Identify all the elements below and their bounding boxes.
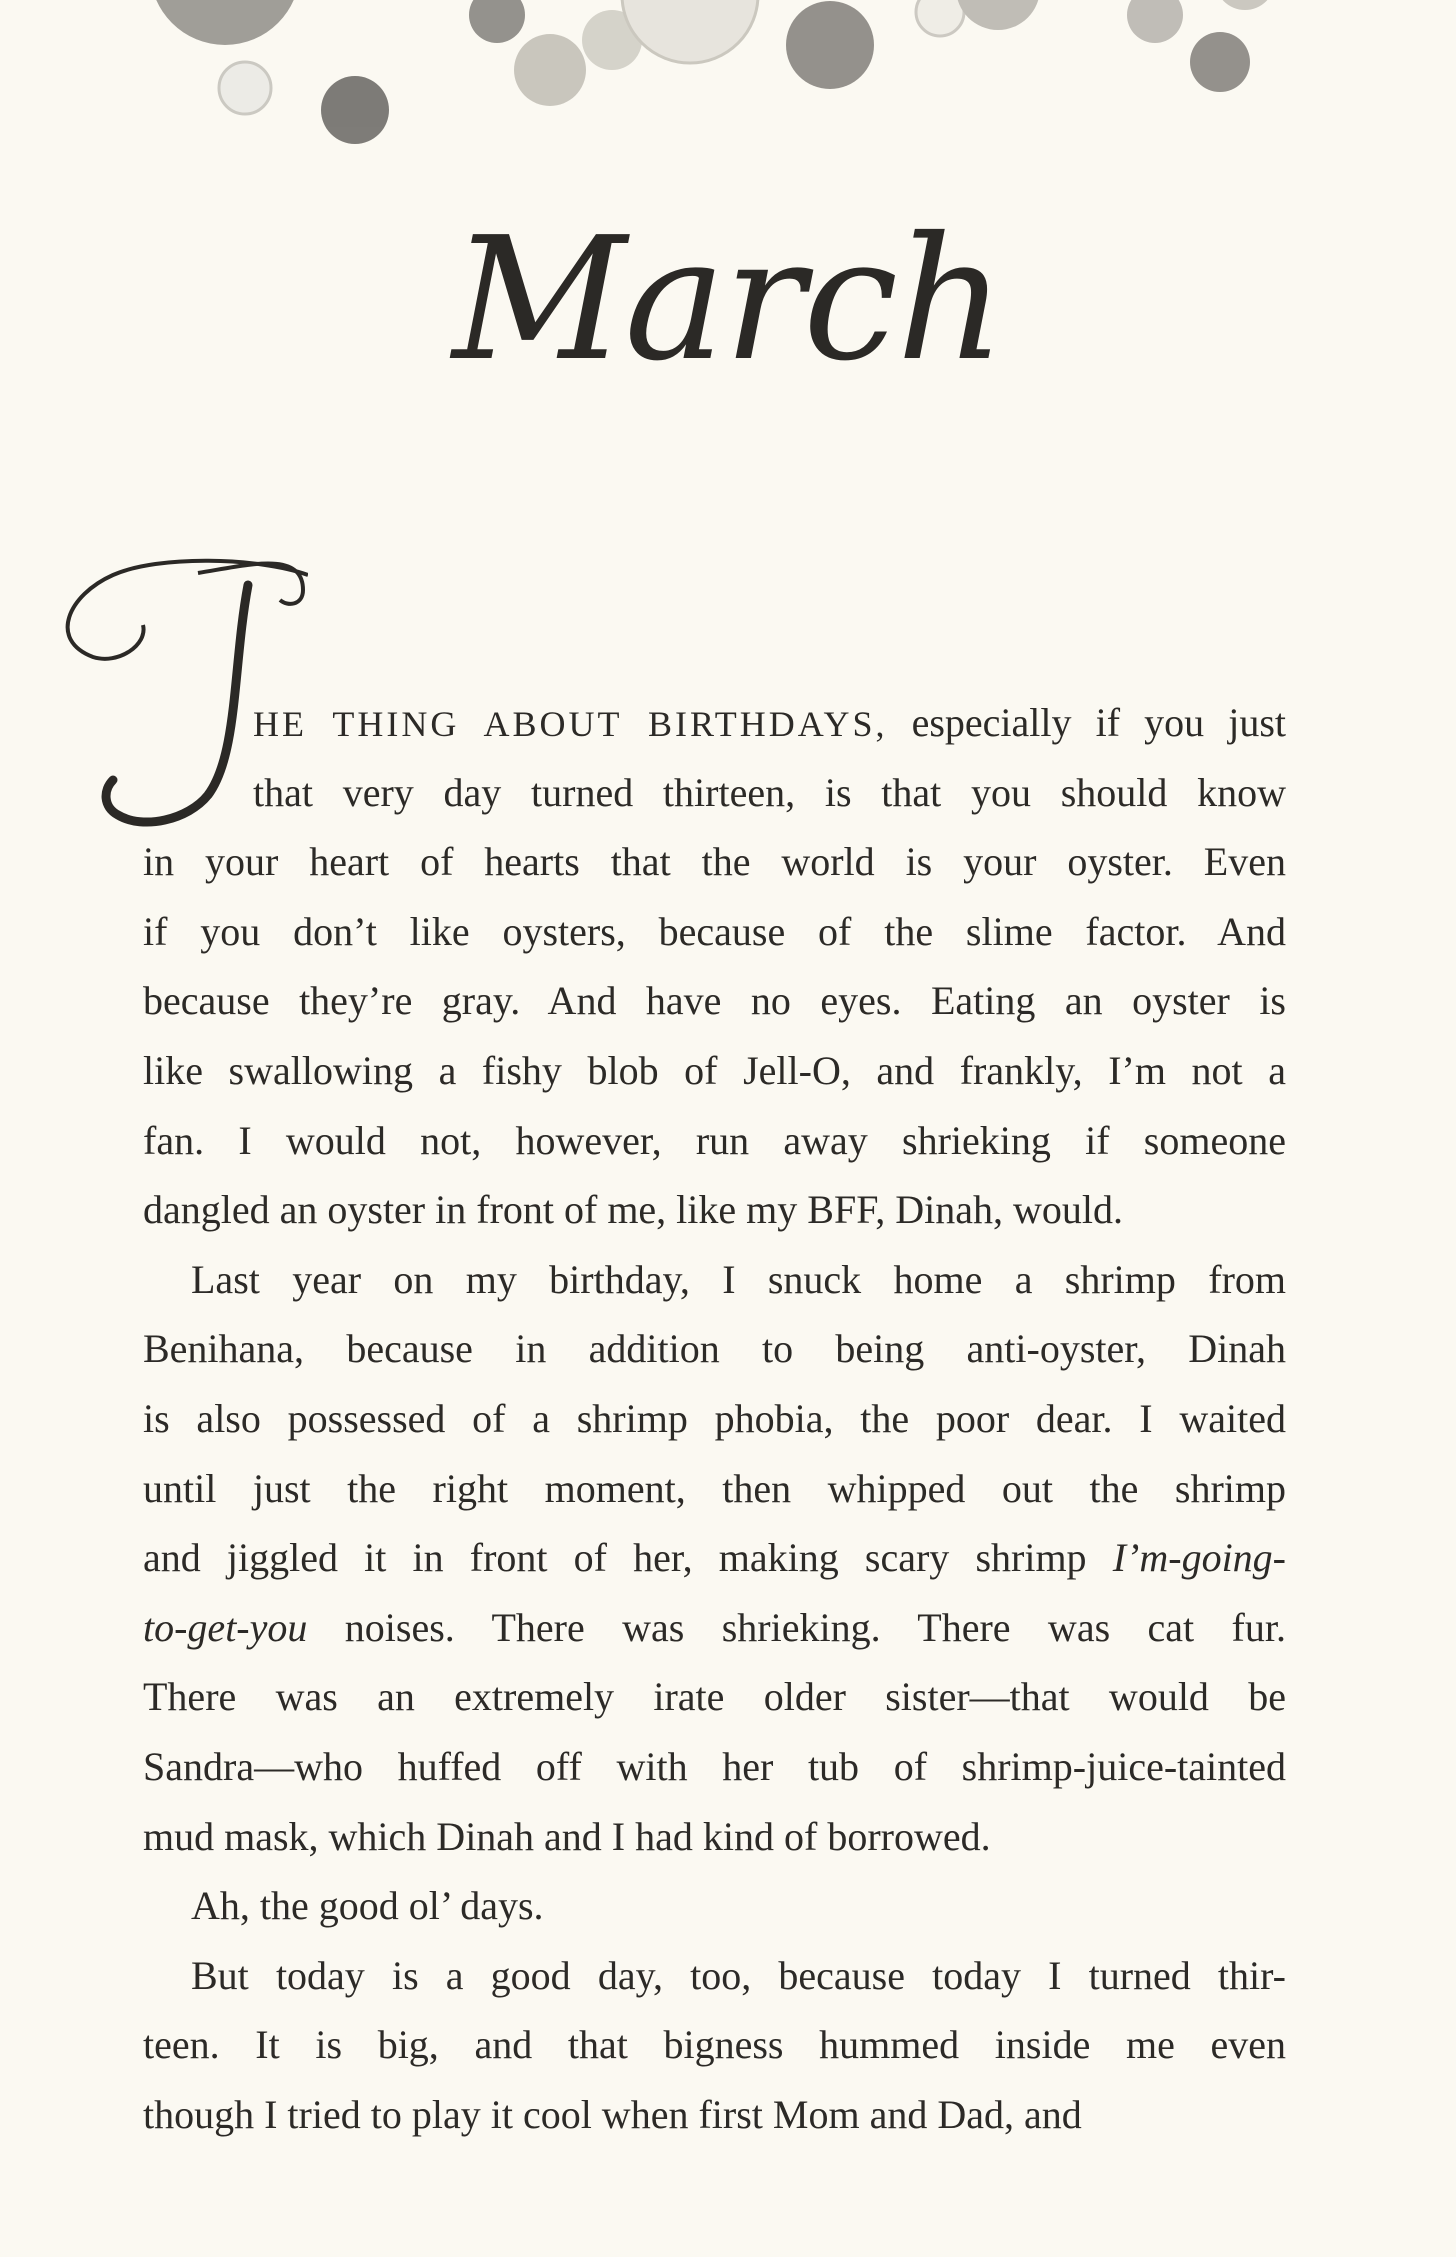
text-line — [143, 827, 1286, 897]
line-text: in your heart of hearts that the world is your oyster. Even — [143, 839, 1286, 885]
text-line — [143, 1175, 1286, 1245]
line-text: teen. It is big, and that bigness hummed inside me even — [143, 2022, 1286, 2068]
text-line — [143, 1732, 1286, 1802]
text-line — [143, 688, 1286, 758]
line-text: There was an extremely irate older sister—that would be — [143, 1674, 1286, 1720]
line-text: Last year on my birthday, I snuck home a shrimp from — [191, 1256, 1286, 1302]
text-line — [143, 1871, 1286, 1941]
text-line — [143, 2010, 1286, 2080]
text-line — [143, 1662, 1286, 1732]
text-line — [143, 897, 1286, 967]
text-line — [143, 1245, 1286, 1315]
text-line — [143, 1454, 1286, 1524]
text-line — [143, 758, 1286, 828]
line-text: mud mask, which Dinah and I had kind of borrowed. — [143, 1813, 991, 1859]
body-text — [143, 688, 1286, 2149]
text-line — [143, 1036, 1286, 1106]
paragraph — [143, 1871, 1286, 1941]
paragraph — [143, 688, 1286, 1245]
text-line — [143, 1802, 1286, 1872]
text-line — [143, 1384, 1286, 1454]
line-text: and jiggled it in front of her, making scary shrimp — [143, 1535, 1113, 1581]
line-text: if you don’t like oysters, because of the slime factor. And — [143, 908, 1286, 954]
line-text: especially if you just — [887, 700, 1287, 745]
italic-text: to-get-you — [143, 1604, 308, 1650]
opening-smallcaps: HE THING ABOUT BIRTHDAYS, — [253, 704, 888, 744]
paragraph — [143, 1941, 1286, 2150]
line-text: noises. There was shrieking. There was cat fur. — [307, 1604, 1286, 1650]
line-text: But today is a good day, too, because today I turned thir- — [191, 1952, 1286, 1998]
line-text: until just the right moment, then whipped out the shrimp — [143, 1465, 1286, 1511]
line-text: is also possessed of a shrimp phobia, the poor dear. I waited — [143, 1395, 1286, 1441]
line-text: though I tried to play it cool when first Mom and Dad, and — [143, 2091, 1082, 2137]
line-text: Sandra—who huffed off with her tub of shrimp-juice-tainted — [143, 1743, 1286, 1789]
line-text: because they’re gray. And have no eyes. Eating an oyster is — [143, 978, 1286, 1024]
decorative-bubbles — [0, 0, 1456, 200]
line-text: Ah, the good ol’ days. — [191, 1883, 544, 1929]
drop-cap-letter — [0, 0, 1, 1]
line-text: fan. I would not, however, run away shrieking if someone — [143, 1117, 1286, 1163]
text-line — [143, 966, 1286, 1036]
paragraph — [143, 1245, 1286, 1871]
line-text: dangled an oyster in front of me, like my BFF, Dinah, would. — [143, 1187, 1123, 1233]
text-line — [143, 1314, 1286, 1384]
text-line — [143, 2080, 1286, 2150]
text-line — [143, 1593, 1286, 1663]
text-line — [143, 1106, 1286, 1176]
chapter-title: March — [452, 201, 1004, 399]
italic-text: I’m-going- — [1112, 1535, 1286, 1581]
line-text: like swallowing a fishy blob of Jell-O, and frankly, I’m not a — [143, 1047, 1286, 1093]
line-text: that very day turned thirteen, is that you should know — [253, 769, 1286, 815]
line-text: Benihana, because in addition to being anti-oyster, Dinah — [143, 1326, 1286, 1372]
text-line — [143, 1941, 1286, 2011]
text-line — [143, 1523, 1286, 1593]
